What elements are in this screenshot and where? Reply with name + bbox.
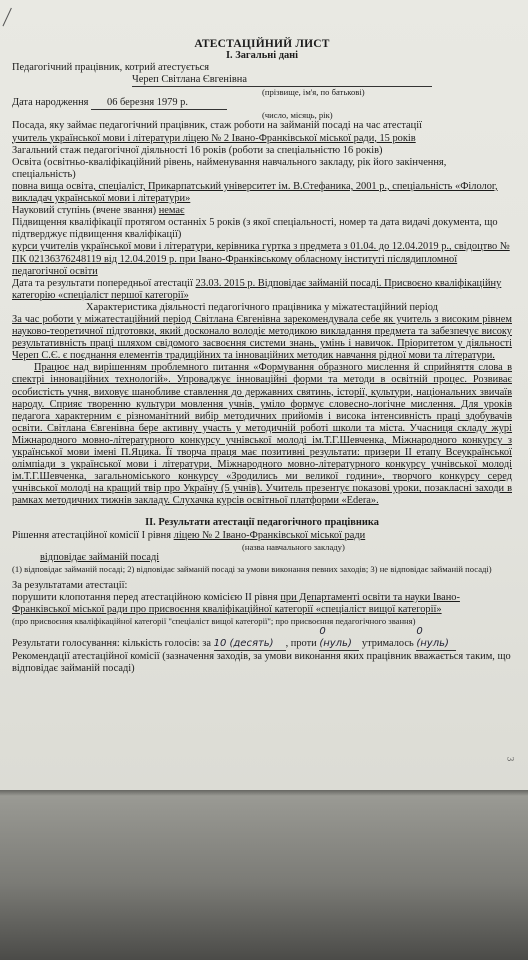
position-label: Посада, яку займає педагогічний працівник, стаж роботи на займаній посаді на час атестації	[12, 120, 423, 132]
attestation-document	[12, 38, 512, 675]
votes-against: 0 (нуль)	[319, 626, 359, 651]
education-label: Освіта (освітньо-кваліфікаційний рівень, найменування навчального закладу, рік його закінчення, спеціальність)	[12, 156, 447, 180]
document-title: АТЕСТАЦІЙНИЙ ЛИСТ	[194, 38, 330, 50]
degree-label: Науковий ступінь (вчене звання)	[12, 205, 157, 217]
birth-value: 06 березня 1979 р.	[91, 97, 227, 110]
birth-label: Дата народження	[12, 97, 89, 109]
votes-label: Результати голосування: кількість голосів: за	[12, 638, 211, 650]
worker-label: Педагогічний працівник, котрий атестується	[12, 62, 210, 74]
birth-hint: (число, місяць, рік)	[262, 110, 333, 121]
position-value: учитель української мови і літератури ліцею № 2 Івано-Франківської міської ради, 15 років	[12, 132, 416, 144]
abstained-value: 0 (нуль)	[416, 626, 456, 651]
characteristic-paragraph-2: Працює над вирішенням проблемного питання «Формування образного мислення й сприйняття слова в спектрі інноваційних технологій». Упроваджує інноваційні форми та методи в освітній процес. Розвиває особистість учня, виховує шанобливе ставлення до державних святинь, історії, культури, національних звичаїв народу. Сприяє творенню культури мовлення учнів, уміло формує словесно-логічне мислення. Для уроків педагога характерним є різноманітний вибір методичних прийомів і висока інтенсивність праці здобувачів освіти. Світлана Євгенівна бере активну участь у методичній роботі школи та міста. Учасниця складу журі Міжнародного мовно-літературного конкурсу учнівської молоді ім.Т.Г.Шевченка, Міжнародного конкурсу з української мови імені П.Яцика. Її творча праця має позитивні результати: призери ІІ етапу Всеукраїнської олімпіади з української мови і літератури, Міжнародного мовно-літературного конкурсу учнівської молоді ім.Т.Г.Шевченка, загальноміського конкурсу «Зродились ми великої години», творчого конкурсу серед учнівської молоді на кращий твір про Україну (5 учнів). Учитель презентує показові уроки, позакласні заходи в рамках методичних тижнів закладу. Слухачка курсів освітньої платформи «Edera».	[12, 362, 512, 507]
qualification-label: Підвищення кваліфікації протягом останніх 5 років (з якої спеціальності, номер та дата видачі документа, що підтверджує підвищення кваліфікації)	[12, 217, 498, 241]
institution-hint: (назва навчального закладу)	[242, 541, 345, 552]
decision-label: Рішення атестаційної комісії І рівня	[12, 529, 172, 541]
previous-attestation-value: 23.03. 2015 р. Відповідає займаній посаді. Присвоєно кваліфікаційну категорію «спеціаліст першої категорії»	[12, 277, 502, 301]
qualification-value: курси учителів української мови і літератури, керівника гуртка з предмета з 01.04. до 12.04.2019 р., свідоцтво № ПК 02136376248119 від 12.04.2019 р. при Івано-Франківському обласному інституті післядипломної педагогічної освіти	[12, 241, 510, 277]
decision-result: відповідає займаній посаді	[40, 551, 160, 563]
page-number: 3	[504, 756, 515, 762]
abstained-label: утрималось	[361, 638, 414, 650]
decision-options-hint: (1) відповідає займаній посаді; 2) відповідає займаній посаді за умови виконання певних заходів; 3) не відповідає займаній посаді)	[12, 563, 492, 574]
section-1-heading: І. Загальні дані	[225, 50, 299, 62]
characteristic-paragraph-1: За час роботи у міжатестаційний період Світлана Євгенівна зарекомендувала себе як учитель з високим рівнем науково-теоретичної підготовки, який досконало володіє методикою викладання предмета та забезпечує високу результативність праці шляхом свідомого засвоєння системи знань, умінь і навичок. Пріоритетом у діяльності Череп С.Є. є поєднання елементів традиційних та інноваційних методик навчання рідної мови та літератури.	[12, 313, 512, 362]
section-2-heading: ІІ. Результати атестації педагогічного працівника	[145, 517, 379, 529]
petition-value: при Департаменті освіти та науки Івано-Франківської міської ради про присвоєння кваліфікаційної категорії «спеціаліст вищої категорії»	[12, 591, 460, 615]
background-surface	[0, 790, 528, 960]
category-hint: (про присвоєння кваліфікаційної категорії "спеціаліст вищої категорії"; про присвоєння педагогічного звання)	[12, 616, 416, 627]
decision-institution: ліцею № 2 Івано-Франківської міської ради	[173, 529, 366, 541]
education-value: повна вища освіта, спеціаліст, Прикарпатський університет ім. В.Стефаника, 2001 р., спеціальність «Філолог, викладач української мови і літератури»	[12, 180, 498, 205]
based-on-results-label: За результатами атестації:	[12, 579, 128, 591]
votes-against-label: , проти	[285, 638, 317, 650]
petition-label: порушити клопотання перед атестаційною комісією ІІ рівня	[12, 591, 278, 603]
sheet-shadow	[0, 790, 528, 796]
votes-for: 10 (десять)	[214, 638, 286, 651]
worker-name-hint: (прізвище, ім'я, по батькові)	[262, 87, 365, 98]
characteristic-heading: Характеристика діяльності педагогічного працівника у міжатестаційний період	[86, 301, 438, 313]
previous-attestation-label: Дата та результати попередньої атестації	[12, 277, 193, 289]
recommendations-label: Рекомендації атестаційної комісії (зазначення заходів, за умови виконання яких працівник вважається таким, що відповідає займаній посаді)	[12, 651, 511, 675]
worker-name: Череп Світлана Євгенівна	[132, 74, 432, 87]
total-experience: Загальний стаж педагогічної діяльності 16 років (роботи за спеціальністю 16 років)	[12, 144, 383, 156]
degree-value: немає	[158, 205, 185, 217]
pen-mark	[2, 8, 24, 32]
